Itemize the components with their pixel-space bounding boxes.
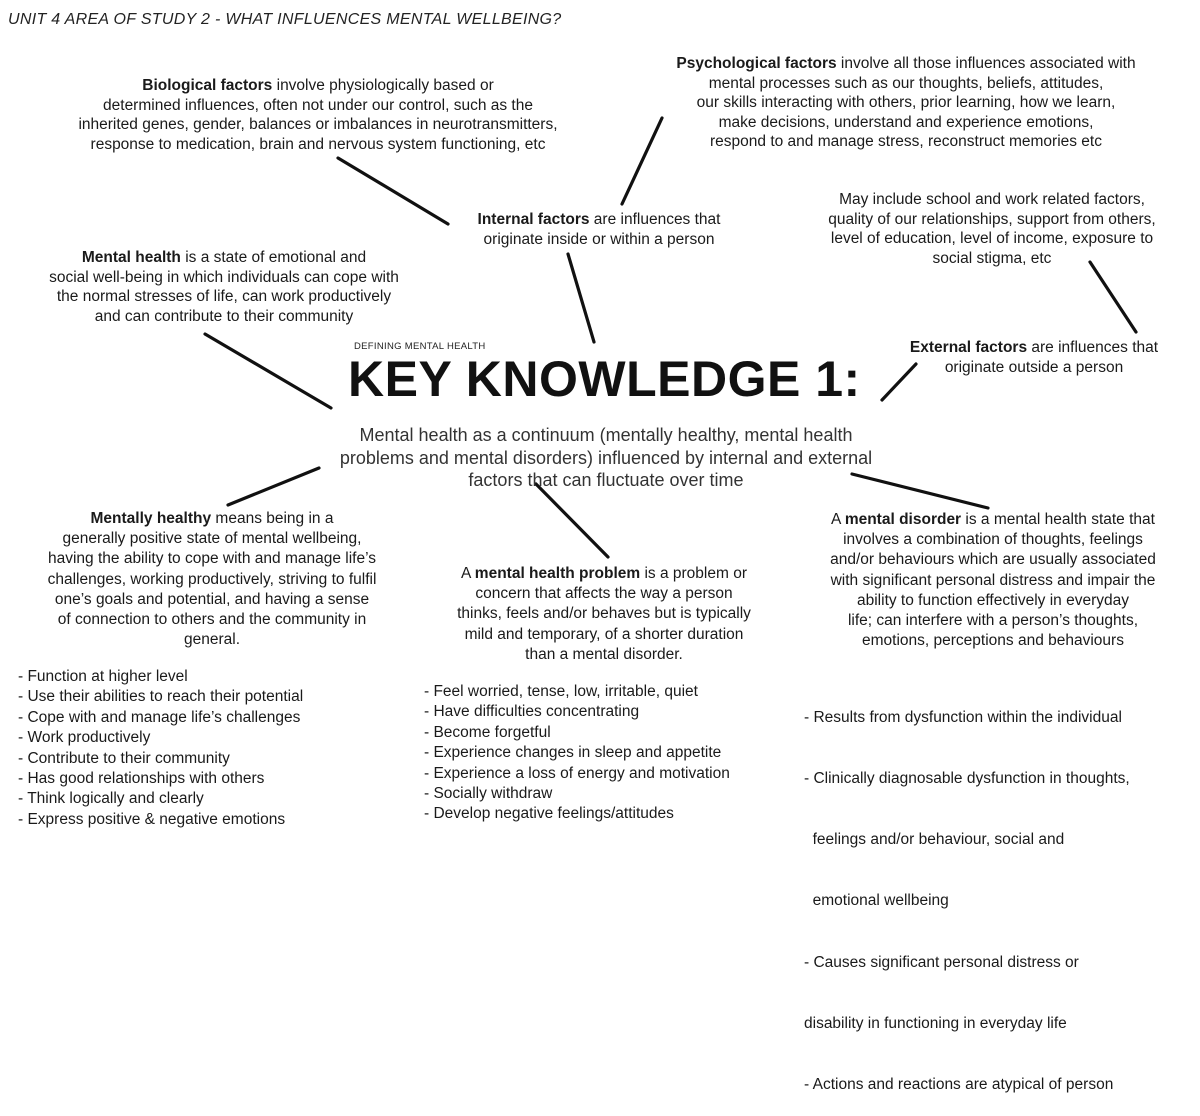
mentally-healthy-line: one’s goals and potential, and having a sense [54, 590, 370, 608]
mental-disorder-line: involves a combination of thoughts, feelings [843, 531, 1143, 549]
connector-definition-center [205, 334, 331, 408]
list-item: - Causes significant personal distress or [804, 953, 1079, 971]
continuum-line: problems and mental disorders) influenced by internal and external [339, 447, 873, 468]
connector-center-problem [536, 484, 608, 557]
list-item: - Cope with and manage life’s challenges [18, 708, 301, 726]
list-item: - Think logically and clearly [18, 790, 204, 808]
biological-line: response to medication, brain and nervous system functioning, etc [90, 135, 546, 153]
list-item: - Express positive & negative emotions [18, 810, 286, 828]
external-factors-block: External factors are influences that originate outside a person [880, 338, 1188, 377]
external-examples-line: May include school and work related factors, [839, 191, 1145, 208]
psychological-line: make decisions, understand and experience emotions, [718, 113, 1094, 131]
mental-health-problem-line: concern that affects the way a person [475, 585, 733, 603]
biological-factors-term: Biological factors [142, 77, 273, 94]
mental-disorder-bullets [804, 667, 1130, 1116]
mentally-healthy-bullets [18, 667, 303, 830]
list-item: - Develop negative feelings/attitudes [424, 805, 674, 823]
mental-health-problem-line: mild and temporary, of a shorter duration [464, 625, 744, 643]
list-item: - Results from dysfunction within the individual [804, 708, 1122, 726]
list-item: - Work productively [18, 729, 151, 747]
external-examples-line: social stigma, etc [932, 249, 1052, 267]
external-examples-line: quality of our relationships, support from others, [828, 210, 1156, 228]
mental-disorder-line: life; can interfere with a person’s thoughts, [847, 612, 1139, 630]
mentally-healthy-term: Mentally healthy [90, 510, 212, 527]
mentally-healthy-line: having the ability to cope with and manage life’s [47, 550, 376, 568]
mental-health-term: Mental health [81, 249, 181, 266]
list-item: emotional wellbeing [804, 892, 949, 910]
unit-heading: UNIT 4 AREA OF STUDY 2 - WHAT INFLUENCES MENTAL WELLBEING? [8, 11, 562, 28]
key-knowledge-title: KEY KNOWLEDGE 1: [348, 351, 861, 407]
psychological-factors-term: Psychological factors [676, 55, 837, 72]
biological-line: determined influences, often not under our control, such as the [103, 96, 533, 114]
list-item: - Has good relationships with others [18, 770, 265, 788]
mental-health-problem-term: mental health problem [474, 565, 641, 582]
mental-health-problem-block: A mental health problem is a problem or concern that affects the way a person thinks, feels and/or behaves but is typically mild and temporary, of a shorter duration than a mental disorder. [426, 564, 782, 665]
mental-health-definition-block: Mental health is a state of emotional and social well-being in which individuals can cope with the normal stresses of life, can work productively and can contribute to their community [4, 248, 444, 326]
internal-factors-block: Internal factors are influences that originate inside or within a person [446, 210, 752, 249]
defining-mental-health-label: DEFINING MENTAL HEALTH [354, 341, 486, 352]
mental-health-problem-line: thinks, feels and/or behaves but is typically [457, 605, 751, 623]
mental-disorder-line: with significant personal distress and impair the [830, 571, 1156, 589]
mentally-healthy-line: challenges, working productively, striving to fulfil [47, 570, 377, 588]
external-examples-block [788, 190, 1196, 268]
mental-disorder-line: emotions, perceptions and behaviours [862, 632, 1124, 650]
mentally-healthy-line: of connection to others and the community in [57, 611, 367, 629]
connector-internal-center [568, 254, 594, 342]
list-item: - Contribute to their community [18, 749, 230, 767]
psychological-line: respond to and manage stress, reconstruct memories etc [710, 133, 1102, 150]
mentally-healthy-line: generally positive state of mental wellbeing, [62, 530, 362, 548]
mentally-healthy-line: general. [183, 631, 240, 649]
continuum-line: factors that can fluctuate over time [468, 470, 744, 490]
mental-disorder-line: ability to function effectively in everyday [857, 591, 1129, 609]
psychological-factors-block: Psychological factors involve all those influences associated with mental processes such as our thoughts, beliefs, attitudes, our skills interacting with others, prior learning, how we learn, make decisions, understand and experience emotions, respond to and manage stress, reconstruct memories etc [626, 54, 1186, 152]
list-item: - Experience a loss of energy and motivation [424, 764, 730, 782]
list-item: - Function at higher level [18, 668, 188, 685]
continuum-line: Mental health as a continuum (mentally healthy, mental health [359, 425, 853, 445]
list-item: disability in functioning in everyday life [804, 1014, 1067, 1032]
mental-health-definition-line: social well-being in which individuals can cope with [49, 268, 399, 286]
mental-disorder-block: A mental disorder is a mental health state that involves a combination of thoughts, feelings and/or behaviours which are usually associated with significant personal distress and impair the ability to function effectively in everyday life; can interfere with a person’s thoughts, emotions, perceptions and behaviours [790, 510, 1196, 651]
external-factors-term: External factors [909, 339, 1028, 356]
list-item: feelings and/or behaviour, social and [804, 831, 1065, 849]
mentally-healthy-block: Mentally healthy means being in a generally positive state of mental wellbeing, having the ability to cope with and manage life’s challenges, working productively, striving to fulfil one’s goals and potential, and having a sense of connection to others and the community in general. [6, 509, 418, 650]
list-item: - Actions and reactions are atypical of person [804, 1076, 1114, 1094]
continuum-description [276, 424, 936, 492]
biological-line: inherited genes, gender, balances or imbalances in neurotransmitters, [78, 116, 558, 133]
mental-disorder-term: mental disorder [844, 511, 962, 528]
list-item: - Use their abilities to reach their potential [18, 688, 304, 706]
biological-factors-block: Biological factors involve physiologically based or determined influences, often not under our control, such as the inherited genes, gender, balances or imbalances in neurotransmitters, response to medication, brain and nervous system functioning, etc [20, 76, 616, 154]
internal-factors-term: Internal factors [477, 211, 590, 228]
list-item: - Experience changes in sleep and appetite [424, 744, 722, 762]
list-item: - Have difficulties concentrating [424, 703, 640, 721]
mental-health-definition-line: the normal stresses of life, can work productively [56, 288, 392, 305]
external-line: originate outside a person [944, 358, 1124, 376]
mental-health-problem-bullets [424, 682, 730, 825]
connector-examples-external [1090, 262, 1136, 332]
psychological-line: our skills interacting with others, prior learning, how we learn, [696, 94, 1116, 111]
connector-biological-internal [338, 158, 448, 224]
list-item: - Feel worried, tense, low, irritable, quiet [424, 683, 698, 700]
external-examples-line: level of education, level of income, exposure to [830, 230, 1154, 247]
list-item: - Socially withdraw [424, 785, 553, 803]
mental-health-definition-line: and can contribute to their community [94, 307, 354, 325]
psychological-line: mental processes such as our thoughts, beliefs, attitudes, [708, 74, 1104, 92]
mental-health-problem-line: than a mental disorder. [525, 645, 683, 663]
list-item: - Become forgetful [424, 723, 551, 741]
list-item: - Clinically diagnosable dysfunction in thoughts, [804, 770, 1130, 788]
internal-line: originate inside or within a person [483, 230, 715, 248]
mental-disorder-line: and/or behaviours which are usually associated [830, 551, 1156, 569]
